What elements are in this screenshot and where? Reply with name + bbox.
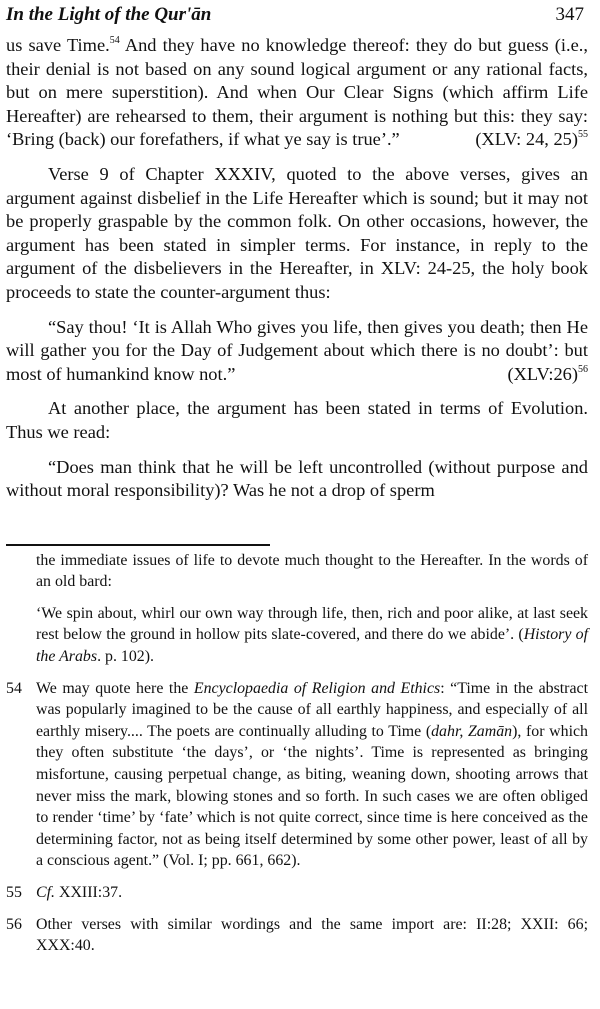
footnote-paragraph <box>36 603 588 668</box>
running-title: In the Light of the Qur'ān <box>6 4 212 25</box>
abbrev-italic: Cf. <box>36 884 55 901</box>
footnote-ref-55: 55 <box>578 129 588 141</box>
footnote-number <box>6 550 36 668</box>
footnote-ref-56: 56 <box>578 363 588 375</box>
footnote-paragraph: the immediate issues of life to devote much thought to the Hereafter. In the words of an old bard: <box>36 551 588 591</box>
citation-text: (XLV: 24, 25) <box>475 129 578 150</box>
text-span: We may quote here the <box>36 679 194 697</box>
footnote-text <box>36 882 588 904</box>
paragraph-quote-sperm: “Does man think that he will be left uncontrolled (without purpose and without moral responsibility)? Was he not a drop of sperm <box>6 456 588 501</box>
footnote-number: 55 <box>6 884 22 901</box>
footnote-text <box>36 550 588 668</box>
page-number: 347 <box>555 4 584 25</box>
verse-citation <box>463 128 588 152</box>
footnote-55 <box>6 882 588 904</box>
text-span: : “Time in the abstract was popularly imagined to be the cause of all earthly happiness, and especially of all earthly misery.... The poets are continually alluding to Time ( <box>36 679 588 740</box>
text-span: . p. 102). <box>97 648 155 666</box>
footnote-text <box>36 678 588 872</box>
main-text <box>6 34 588 503</box>
book-title: Encyclopaedia of Religion and Ethics <box>193 679 441 697</box>
book-title: History of the Arabs <box>36 626 588 666</box>
text-span: And they have no knowledge thereof: they do but guess (i.e., their denial is not based on any sound logical argument or any rational facts, but on mere superstition). And when Our Clear Signs (which affirm Life Hereafter) are rehearsed to them, their argument is nothing but this: they say: ‘Bring (back) our forefathers, if what ye say is true’.” <box>6 35 588 150</box>
footnote-separator <box>6 544 270 546</box>
footnote-number: 56 <box>6 915 22 933</box>
text-span: us save Time. <box>6 35 110 55</box>
footnote-continued <box>6 550 588 668</box>
term-italic: dahr, Zamān <box>431 722 513 740</box>
paragraph-verse-9: Verse 9 of Chapter XXXIV, quoted to the above verses, gives an argument against disbelief in the Life Hereafter which is sound; but it may not be properly graspable by the common folk. On other occasions, however, the argument has been stated in simpler terms. For instance, in reply to the argument of the disbelievers in the Hereafter, in XLV: 24-25, the holy book proceeds to state the counter-argument thus: <box>6 163 588 302</box>
citation-text: (XLV:26) <box>507 363 578 384</box>
text-span: ‘We spin about, whirl our own way through life, then, rich and poor alike, at last seek rest below the ground in hollow pits slate-covered, and there do we abide’. ( <box>36 604 588 644</box>
running-header <box>6 0 588 34</box>
text-span: XXIII:37. <box>55 884 123 901</box>
paragraph-evolution: At another place, the argument has been stated in terms of Evolution. Thus we read: <box>6 398 588 442</box>
footnote-ref-54: 54 <box>109 34 120 46</box>
footnote-54 <box>6 678 588 872</box>
text-span: ), for which they often substitute ‘the days’, or ‘the nights’. Time is represented as bringing misfortune, causing perpetual change, as biting, weaning down, shooting arrows that never miss the mark, blowing stones and so forth. In such cases we are often obliged to render ‘time’ by ‘fate’ which is not quite correct, since time is here conceived as the determining factor, not as being itself determined by some other power, least of all by a conscious agent.” (Vol. I; pp. 661, 662). <box>36 722 588 870</box>
footnote-56 <box>6 914 588 957</box>
footnote-text: Other verses with similar wordings and the same import are: II:28; XXII: 66; XXX:40. <box>36 915 588 955</box>
footnotes <box>6 550 588 957</box>
quote-text: “Say thou! ‘It is Allah Who gives you life, then gives you death; then He will gather you for the Day of Judgement about which there is no doubt’: but most of humankind know not.” <box>6 316 588 384</box>
verse-citation <box>496 363 589 387</box>
footnote-number: 54 <box>6 679 22 697</box>
